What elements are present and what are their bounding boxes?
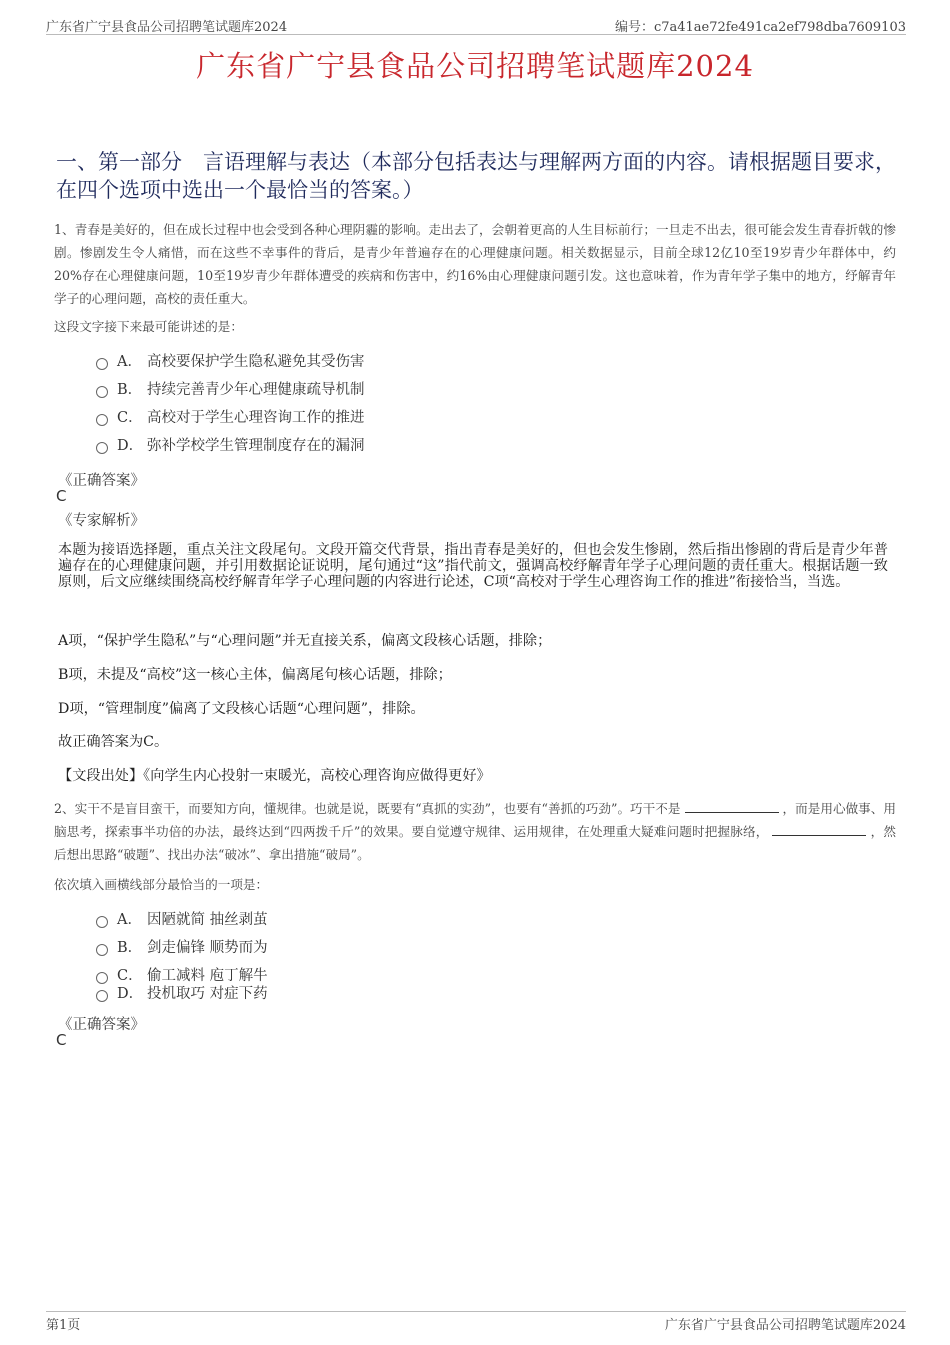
q1-analysis: 本题为接语选择题，重点关注文段尾句。文段开篇交代背景，指出青春是美好的，但也会发生惨剧，然后指出惨剧的背后是青少年普遍存在的心理健康问题，并引用数据论证说明，尾句通过“这”指代前文，强调高校纾解青年学子心理问题的责任重大。根据话题一致原则，后文应继续围绕高校纾解青年学子心理问题的内容进行论述，C项“高校对于学生心理咨询工作的推进”衔接恰当，当选。 [58, 542, 888, 590]
footer-title: 广东省广宁县食品公司招聘笔试题库2024 [664, 1318, 906, 1333]
q1-answer: C [56, 487, 67, 505]
q1-option-d[interactable]: D． 弥补学校学生管理制度存在的漏洞 [96, 434, 365, 456]
q1-source: 【文段出处】《向学生内心投射一束暖光，高校心理咨询应做得更好》 [58, 768, 491, 784]
header-title: 广东省广宁县食品公司招聘笔试题库2024 [46, 20, 288, 35]
page-title: 广东省广宁县食品公司招聘笔试题库2024 [196, 49, 754, 83]
radio-icon[interactable] [96, 386, 108, 398]
page-header [46, 14, 906, 35]
fill-blank-2[interactable] [772, 823, 866, 836]
q1-note-b: B项，未提及“高校”这一核心主体，偏离尾句核心话题，排除； [58, 667, 452, 683]
radio-icon[interactable] [96, 916, 108, 928]
q1-analysis-label: 《专家解析》 [58, 513, 145, 529]
question-2-text: 2、实干不是盲目蛮干，而要知方向，懂规律。也就是说，既要有“真抓的实劲”，也要有“善抓的巧劲”。巧干不是 ，而是用心做事、用脑思考，探索事半功倍的办法，最终达到“四两拨千斤”的效果。要自觉遵守规律、运用规律，在处理重大疑难问题时把握脉络， ，然后想出思路“破题”、找出办法“破冰”、拿出措施“破局”。 [54, 801, 896, 862]
q2-answer: C [56, 1031, 67, 1049]
radio-icon[interactable] [96, 442, 108, 454]
header-doc-id: 编号：c7a41ae72fe491ca2ef798dba7609103 [614, 20, 906, 35]
q2-option-a[interactable]: A． 因陋就简 抽丝剥茧 [96, 908, 268, 930]
q2-option-c[interactable]: C． 偷工减料 庖丁解牛 [96, 964, 268, 986]
q2-option-d[interactable]: D． 投机取巧 对症下药 [96, 982, 268, 1004]
q2-option-b[interactable]: B． 剑走偏锋 顺势而为 [96, 936, 268, 958]
radio-icon[interactable] [96, 990, 108, 1002]
radio-icon[interactable] [96, 358, 108, 370]
q1-note-d: D项，“管理制度”偏离了文段核心话题“心理问题”，排除。 [58, 701, 425, 717]
question-1-prompt: 这段文字接下来最可能讲述的是： [54, 319, 243, 334]
q1-answer-label: 《正确答案》 [58, 473, 145, 489]
radio-icon[interactable] [96, 944, 108, 956]
section-heading: 一、第一部分 言语理解与表达（本部分包括表达与理解两方面的内容。请根据题目要求，在四个选项中选出一个最恰当的答案。） [56, 150, 896, 202]
q1-conclusion: 故正确答案为C。 [58, 734, 169, 750]
q1-note-a: A项，“保护学生隐私”与“心理问题”并无直接关系，偏离文段核心话题，排除； [58, 633, 552, 649]
q1-option-a[interactable]: A． 高校要保护学生隐私避免其受伤害 [96, 350, 365, 372]
question-1-text: 1、青春是美好的，但在成长过程中也会受到各种心理阴霾的影响。走出去了，会朝着更高的人生目标前行；一旦走不出去，很可能会发生青春折戟的惨剧。惨剧发生令人痛惜，而在这些不幸事件的背后，是青少年普遍存在的心理健康问题。相关数据显示，目前全球12亿10至19岁青少年群体中，约20%存在心理健康问题，10至19岁青少年群体遭受的疾病和伤害中，约16%由心理健康问题引发。这也意味着，作为青年学子集中的地方，纾解青年学子的心理问题，高校的责任重大。 [54, 222, 896, 306]
q2-answer-label: 《正确答案》 [58, 1017, 145, 1033]
q1-option-b[interactable]: B． 持续完善青少年心理健康疏导机制 [96, 378, 365, 400]
question-2-prompt: 依次填入画横线部分最恰当的一项是： [54, 877, 269, 892]
page-footer [46, 1311, 906, 1333]
radio-icon[interactable] [96, 414, 108, 426]
page-number: 第1页 [46, 1318, 81, 1333]
fill-blank-1[interactable] [685, 800, 779, 813]
q1-option-c[interactable]: C． 高校对于学生心理咨询工作的推进 [96, 406, 365, 428]
